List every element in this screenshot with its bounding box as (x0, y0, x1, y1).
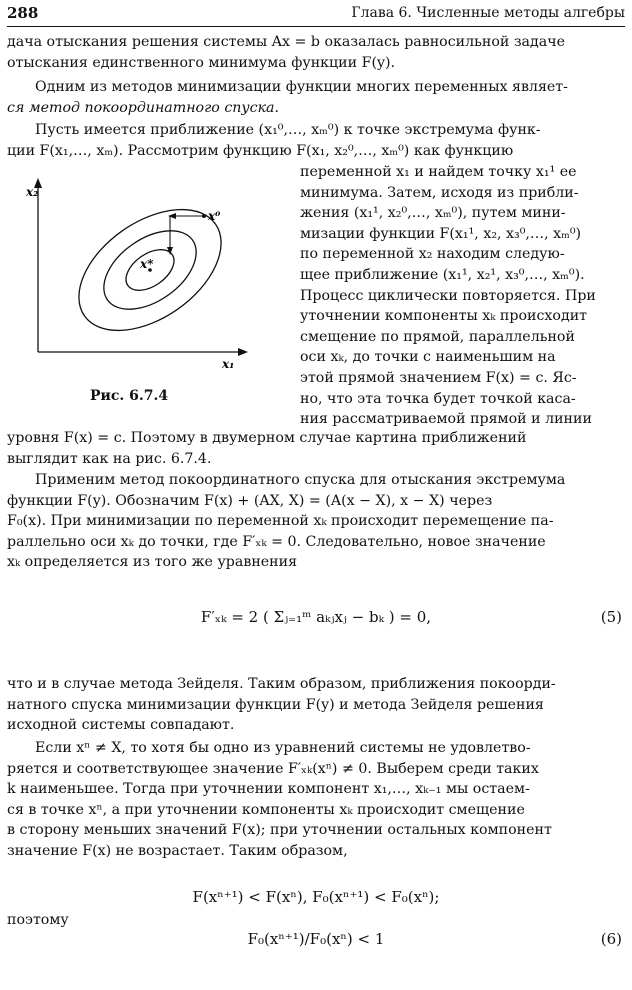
text-line: по переменной x₂ находим следую- (300, 246, 565, 263)
text-line: Если xⁿ ≠ X, то хотя бы одно из уравнений системы не удовлетво- (35, 740, 531, 756)
text-line: Применим метод покоординатного спуска для отыскания экстремума (35, 472, 566, 488)
equation-6-body: F₀(xⁿ⁺¹)/F₀(xⁿ) < 1 (247, 930, 385, 948)
text-line: жения (x₁¹, x₂⁰,…, xₘ⁰), путем мини- (300, 205, 566, 222)
x-axis-arrow (238, 348, 248, 356)
text-line: но, что эта точка будет точкой каса- (300, 390, 576, 407)
text-line: щее приближение (x₁¹, x₂¹, x₃⁰,…, xₘ⁰). (300, 266, 585, 283)
text-line: xₖ определяется из того же уравнения (7, 554, 298, 571)
paragraph-5 (7, 674, 625, 736)
equation-5-body: F′ₓₖ = 2 ( Σⱼ₌₁ᵐ aₖⱼxⱼ − bₖ ) = 0, (200, 608, 432, 626)
paragraph-3-top (7, 120, 625, 161)
running-header (7, 4, 625, 27)
text-line: этой прямой значением F(x) = c. Яс- (300, 369, 577, 386)
text-line: оси xₖ, до точки с наименьшим на (300, 349, 556, 366)
text-line: уточнении компоненты xₖ происходит (300, 308, 587, 325)
text-line: k наименьшее. Тогда при уточнении компонент x₁,…, xₖ₋₁ мы остаем- (7, 781, 530, 798)
start-point-marker (202, 214, 206, 218)
text-line: Процесс циклически повторяется. При (300, 287, 596, 304)
inequality-body: F(xⁿ⁺¹) < F(xⁿ), F₀(xⁿ⁺¹) < F₀(xⁿ); (192, 888, 440, 906)
descent-arrow-1 (168, 213, 176, 219)
paragraph-4 (7, 470, 625, 573)
text-line: ния рассматриваемой прямой и линии (300, 411, 592, 428)
text-line: раллельно оси xₖ до точки, где F′ₓₖ = 0. Следовательно, новое значение (7, 533, 546, 550)
text-line: ся метод покоординатного спуска. (7, 99, 280, 116)
text-line: дача отыскания решения системы Ax = b оказалась равносильной задаче (7, 34, 565, 50)
text-line: натного спуска минимизации функции F(y) и метода Зейделя решения (7, 696, 544, 713)
x-axis-label: x₁ (222, 357, 235, 371)
text-line: Пусть имеется приближение (x₁⁰,…, xₘ⁰) к точке экстремума функ- (35, 122, 541, 138)
minimum-point-label: x* (140, 257, 154, 271)
text-line: отыскания единственного минимума функции F(y). (7, 54, 396, 71)
paragraph-2 (7, 77, 625, 118)
text-line: поэтому (7, 912, 69, 928)
word-therefore (7, 910, 625, 931)
text-line: ряется и соответствующее значение F′ₓₖ(xⁿ) ≠ 0. Выберем среди таких (7, 760, 539, 777)
start-point-label: x⁰ (208, 209, 221, 223)
text-line: уровня F(x) = c. Поэтому в двумерном случае картина приближений (7, 430, 527, 446)
equation-5-number: (5) (600, 608, 622, 626)
y-axis-label: x₂ (26, 185, 39, 199)
paragraph-1 (7, 32, 625, 73)
inequality-line (0, 888, 632, 906)
text-line: значение F(x) не возрастает. Таким образом, (7, 842, 348, 859)
text-line: в сторону меньших значений F(x); при уточнении остальных компонент (7, 822, 552, 839)
paragraph-3-bottom (7, 428, 625, 469)
text-line: функции F(y). Обозначим F(x) + (AX, X) = (A(x − X), x − X) через (7, 492, 493, 509)
contour-plot (10, 170, 295, 385)
text-line: смещение по прямой, параллельной (300, 328, 575, 345)
text-line: выглядит как на рис. 6.7.4. (7, 450, 212, 467)
page-number: 288 (7, 4, 39, 22)
text-line: исходной системы совпадают. (7, 717, 235, 734)
figure-caption: Рис. 6.7.4 (90, 388, 169, 404)
text-line: минимума. Затем, исходя из прибли- (300, 184, 579, 201)
chapter-title: Глава 6. Численные методы алгебры (351, 5, 625, 21)
text-line: Одним из методов минимизации функции многих переменных являет- (35, 79, 568, 95)
text-line: что и в случае метода Зейделя. Таким образом, приближения покоорди- (7, 676, 556, 692)
text-line: переменной x₁ и найдем точку x₁¹ ее (300, 164, 577, 180)
text-line: F₀(x). При минимизации по переменной xₖ происходит перемещение па- (7, 513, 554, 530)
paragraph-6 (7, 738, 625, 862)
paragraph-3-wrapped (300, 162, 630, 430)
text-line: ции F(x₁,…, xₘ). Рассмотрим функцию F(x₁, x₂⁰,…, xₘ⁰) как функцию (7, 142, 514, 159)
text-line: мизации функции F(x₁¹, x₂, x₃⁰,…, xₘ⁰) (300, 225, 582, 242)
equation-6 (0, 930, 632, 948)
text-line: ся в точке xⁿ, а при уточнении компоненты xₖ происходит смещение (7, 801, 525, 818)
equation-6-number: (6) (600, 930, 622, 948)
equation-5 (0, 608, 632, 626)
